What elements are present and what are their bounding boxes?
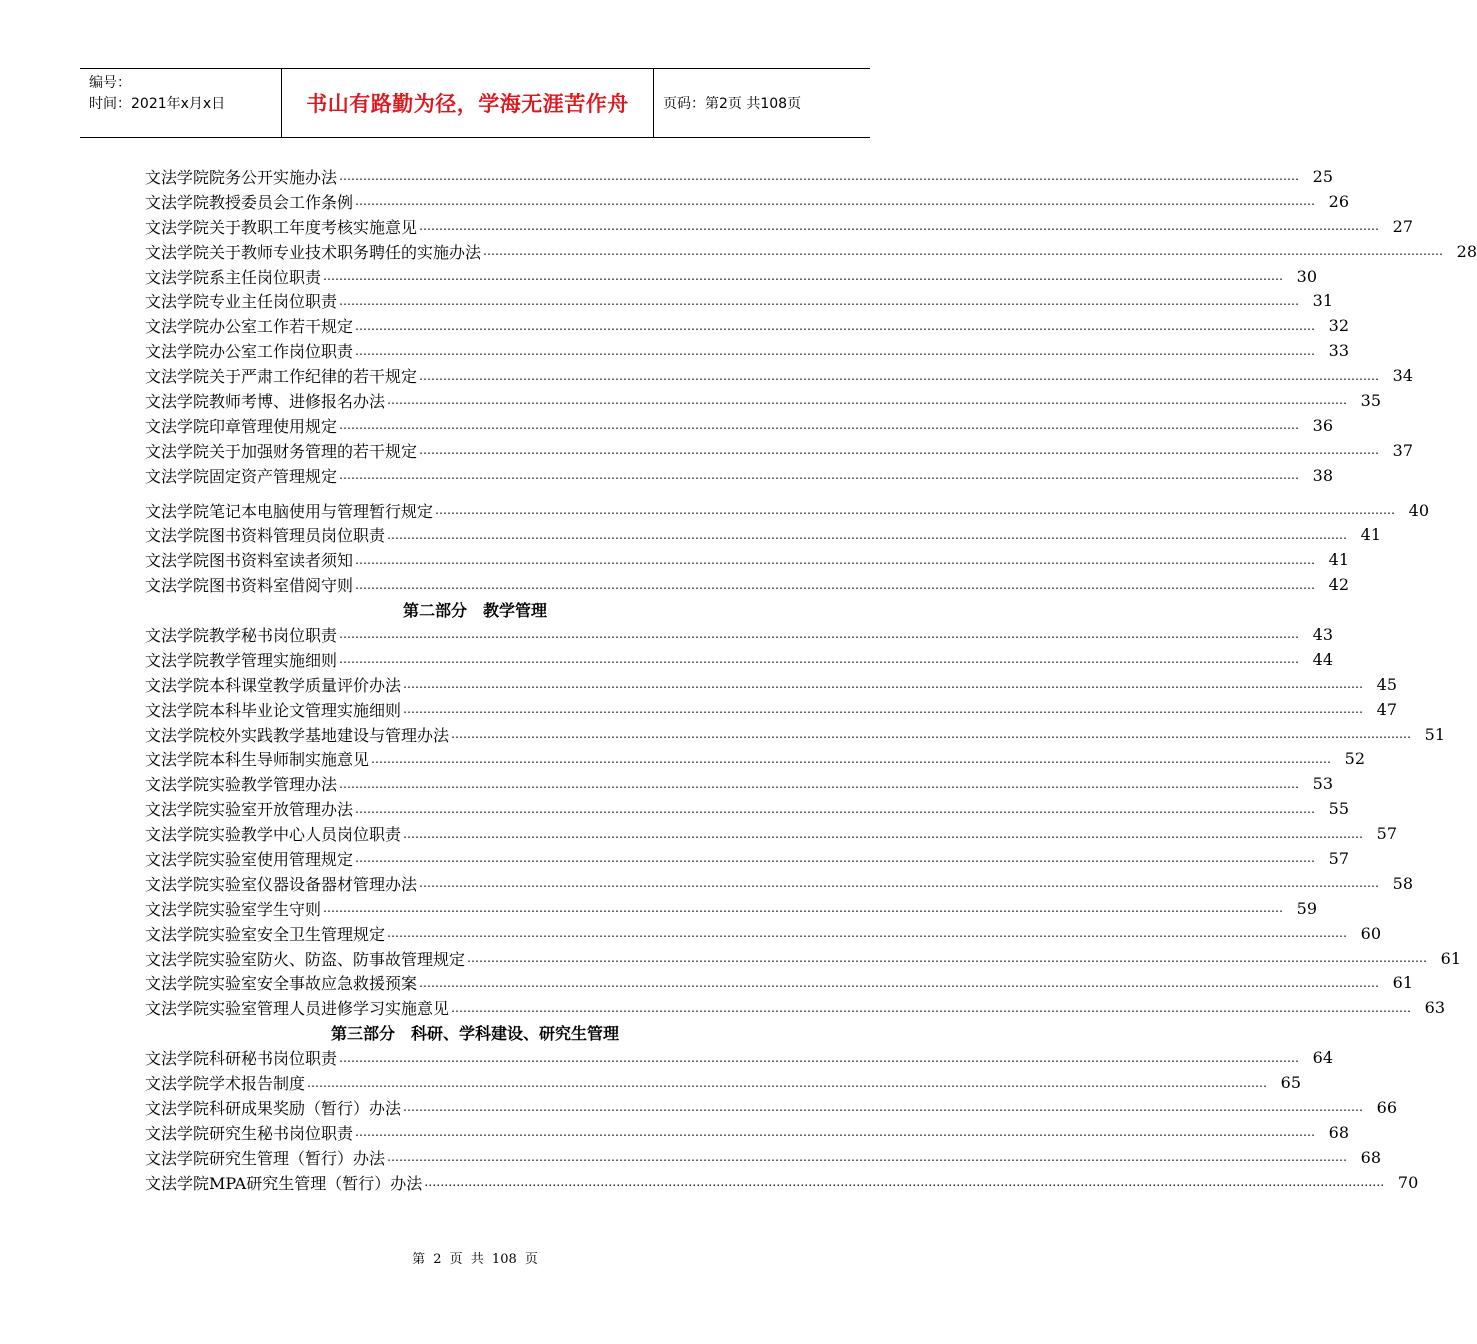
toc-entry-title: 文法学院教师考博、进修报名办法 (145, 391, 386, 411)
toc-entry-title: 文法学院学术报告制度 (145, 1074, 306, 1093)
toc-entry[interactable] (145, 896, 1318, 921)
toc-entry[interactable] (145, 438, 1414, 463)
toc-entry-title: 文法学院科研成果奖励（暂行）办法 (145, 1098, 402, 1118)
toc-entry[interactable] (145, 547, 1350, 572)
toc-group (145, 1045, 1419, 1194)
toc-entry[interactable] (145, 871, 1414, 896)
dot-leader: …………………………………………………………………………………………………………………………………………………………………………………………………………………… (403, 677, 1364, 692)
dot-leader: …………………………………………………………………………………………………………………………………………………………………………………………………………………… (339, 468, 1300, 483)
toc-entry-title: 文法学院本科课堂教学质量评价办法 (145, 675, 402, 695)
toc-entry-title: 文法学院印章管理使用规定 (145, 416, 338, 436)
toc-entry[interactable] (145, 1070, 1302, 1095)
dot-leader: …………………………………………………………………………………………………………………………………………………………………………………………………………………… (339, 1050, 1300, 1065)
document-number-label: 编号： (89, 75, 131, 91)
toc-entry-title: 文法学院院务公开实施办法 (145, 167, 338, 187)
toc-entry-page: 52 (1344, 749, 1366, 769)
dot-leader: …………………………………………………………………………………………………………………………………………………………………………………………………………………… (355, 194, 1316, 209)
toc-entry-title: 文法学院图书资料室借阅守则 (145, 576, 354, 596)
page-footer: 第 2 页 共 108 页 (412, 1252, 538, 1267)
toc-entry[interactable] (145, 722, 1446, 747)
toc-entry-page: 61 (1392, 973, 1414, 993)
dot-leader: …………………………………………………………………………………………………………………………………………………………………………………………………………………… (355, 801, 1316, 816)
toc-entry[interactable] (145, 1095, 1398, 1120)
document-time-label: 时间：2021年x月x日 (89, 96, 226, 112)
dot-leader: …………………………………………………………………………………………………………………………………………………………………………………………………………………… (339, 293, 1300, 308)
toc-entry-title: 文法学院教学秘书岗位职责 (145, 625, 338, 645)
toc-entry[interactable] (145, 214, 1414, 239)
dot-leader: …………………………………………………………………………………………………………………………………………………………………………………………………………………… (355, 1125, 1316, 1140)
dot-leader: …………………………………………………………………………………………………………………………………………………………………………………………………………………… (467, 951, 1428, 966)
dot-leader: …………………………………………………………………………………………………………………………………………………………………………………………………………………… (339, 169, 1300, 184)
toc-entry-title: 文法学院实验室仪器设备器材管理办法 (145, 874, 418, 894)
toc-entry-page: 55 (1328, 799, 1350, 819)
toc-entry-title: 文法学院本科生导师制实施意见 (145, 750, 370, 770)
toc-entry-page: 63 (1424, 998, 1446, 1018)
toc-entry-page: 40 (1408, 500, 1430, 520)
toc-entry-page: 30 (1296, 266, 1318, 286)
toc-entry[interactable] (145, 264, 1318, 289)
toc-entry[interactable] (145, 498, 1430, 523)
toc-entry-title: 文法学院实验室学生守则 (145, 899, 322, 919)
toc-entry-title: 文法学院专业主任岗位职责 (145, 292, 338, 312)
toc-entry[interactable] (145, 363, 1414, 388)
toc-entry-page: 61 (1440, 948, 1462, 968)
dot-leader: …………………………………………………………………………………………………………………………………………………………………………………………………………………… (483, 244, 1444, 259)
toc-group (145, 498, 1430, 598)
dot-leader: …………………………………………………………………………………………………………………………………………………………………………………………………………………… (387, 393, 1348, 408)
toc-entry[interactable] (145, 697, 1398, 722)
toc-entry-title: 文法学院办公室工作岗位职责 (145, 342, 354, 362)
toc-entry-title: 文法学院教授委员会工作条例 (145, 192, 354, 212)
toc-entry-page: 45 (1376, 674, 1398, 694)
dot-leader: …………………………………………………………………………………………………………………………………………………………………………………………………………………… (419, 443, 1380, 458)
dot-leader: …………………………………………………………………………………………………………………………………………………………………………………………………………………… (307, 1075, 1268, 1090)
toc-entry-title: 文法学院本科毕业论文管理实施细则 (145, 700, 402, 720)
toc-entry[interactable] (145, 1120, 1350, 1145)
toc-entry-page: 51 (1424, 724, 1446, 744)
dot-leader: …………………………………………………………………………………………………………………………………………………………………………………………………………………… (387, 1150, 1348, 1165)
toc-entry-title: 文法学院校外实践教学基地建设与管理办法 (145, 725, 450, 745)
toc-entry-title: 文法学院研究生管理（暂行）办法 (145, 1148, 386, 1168)
dot-leader: …………………………………………………………………………………………………………………………………………………………………………………………………………………… (371, 751, 1332, 766)
toc-entry[interactable] (145, 239, 1477, 264)
toc-entry-page: 44 (1312, 649, 1334, 669)
toc-entry[interactable] (145, 288, 1334, 313)
dot-leader: …………………………………………………………………………………………………………………………………………………………………………………………………………………… (403, 1100, 1364, 1115)
dot-leader: …………………………………………………………………………………………………………………………………………………………………………………………………………………… (323, 901, 1284, 916)
toc-entry[interactable] (145, 189, 1350, 214)
dot-leader: …………………………………………………………………………………………………………………………………………………………………………………………………………………… (339, 418, 1300, 433)
dot-leader: …………………………………………………………………………………………………………………………………………………………………………………………………………………… (339, 652, 1300, 667)
toc-entry[interactable] (145, 946, 1462, 971)
dot-leader: …………………………………………………………………………………………………………………………………………………………………………………………………………………… (435, 503, 1396, 518)
dot-leader: …………………………………………………………………………………………………………………………………………………………………………………………………………………… (355, 552, 1316, 567)
toc-entry-page: 59 (1296, 898, 1318, 918)
toc-entry[interactable] (145, 338, 1350, 363)
toc-entry-page: 38 (1312, 465, 1334, 485)
toc-entry-page: 34 (1392, 366, 1414, 386)
toc-entry-title: 文法学院实验教学管理办法 (145, 775, 338, 795)
header-motto: 书山有路勤为径，学海无涯苦作舟 (282, 69, 654, 137)
toc-entry-page: 57 (1376, 824, 1398, 844)
dot-leader: …………………………………………………………………………………………………………………………………………………………………………………………………………………… (451, 727, 1412, 742)
toc-entry-title: 文法学院图书资料管理员岗位职责 (145, 526, 386, 546)
header-page-info: 页码：第2页 共108页 (663, 96, 802, 112)
toc-entry-title: 文法学院关于教师专业技术职务聘任的实施办法 (145, 242, 482, 262)
dot-leader: …………………………………………………………………………………………………………………………………………………………………………………………………………………… (387, 926, 1348, 941)
dot-leader: …………………………………………………………………………………………………………………………………………………………………………………………………………………… (355, 851, 1316, 866)
dot-leader: …………………………………………………………………………………………………………………………………………………………………………………………………………………… (403, 826, 1364, 841)
toc-entry-page: 41 (1328, 550, 1350, 570)
toc-entry-title: 文法学院教学管理实施细则 (145, 650, 338, 670)
toc-entry[interactable] (145, 1170, 1419, 1195)
dot-leader: …………………………………………………………………………………………………………………………………………………………………………………………………………………… (419, 368, 1380, 383)
toc-entry[interactable] (145, 995, 1446, 1020)
dot-leader: …………………………………………………………………………………………………………………………………………………………………………………………………………………… (339, 627, 1300, 642)
toc-entry-title: 文法学院实验室安全卫生管理规定 (145, 924, 386, 944)
toc-entry-title: 文法学院系主任岗位职责 (145, 267, 322, 287)
toc-entry-title: 文法学院实验室安全事故应急救援预案 (145, 974, 418, 994)
toc-entry[interactable] (145, 921, 1382, 946)
toc-entry-page: 43 (1312, 624, 1334, 644)
toc-entry-page: 64 (1312, 1048, 1334, 1068)
toc-entry-title: 文法学院研究生秘书岗位职责 (145, 1123, 354, 1143)
toc-entry-page: 65 (1280, 1073, 1302, 1092)
toc-entry[interactable] (145, 971, 1414, 996)
toc-entry-title: 文法学院关于严肃工作纪律的若干规定 (145, 367, 418, 387)
toc-entry[interactable] (145, 796, 1350, 821)
toc-entry[interactable] (145, 463, 1334, 488)
toc-entry-title: 文法学院实验室管理人员进修学习实施意见 (145, 999, 450, 1019)
section-heading: 第三部分 科研、学科建设、研究生管理 (330, 1024, 619, 1044)
toc-entry-page: 25 (1312, 166, 1334, 186)
toc-entry-title: 文法学院实验室开放管理办法 (145, 800, 354, 820)
toc-entry[interactable] (145, 647, 1334, 672)
toc-entry-page: 66 (1376, 1097, 1398, 1117)
toc-entry[interactable] (145, 1045, 1334, 1070)
toc-entry-page: 36 (1312, 415, 1334, 435)
table-of-contents (145, 164, 1477, 1195)
toc-entry-page: 57 (1328, 848, 1350, 868)
toc-entry[interactable] (145, 413, 1334, 438)
dot-leader: …………………………………………………………………………………………………………………………………………………………………………………………………………………… (419, 975, 1380, 990)
toc-entry[interactable] (145, 846, 1350, 871)
toc-entry-page: 47 (1376, 699, 1398, 719)
toc-entry-page: 60 (1360, 923, 1382, 943)
toc-entry-title: 文法学院科研秘书岗位职责 (145, 1049, 338, 1069)
toc-entry-page: 70 (1397, 1172, 1419, 1192)
toc-entry[interactable] (145, 746, 1366, 771)
dot-leader: …………………………………………………………………………………………………………………………………………………………………………………………………………………… (451, 1000, 1412, 1015)
toc-entry-page: 26 (1328, 191, 1350, 211)
toc-entry-page: 31 (1312, 291, 1334, 311)
toc-entry[interactable] (145, 821, 1398, 846)
toc-entry-title: 文法学院实验室防火、防盗、防事故管理规定 (145, 949, 466, 969)
toc-entry[interactable] (145, 771, 1334, 796)
toc-entry-title: 文法学院实验室使用管理规定 (145, 849, 354, 869)
dot-leader: …………………………………………………………………………………………………………………………………………………………………………………………………………………… (419, 876, 1380, 891)
toc-entry-title: 文法学院关于教职工年度考核实施意见 (145, 217, 418, 237)
toc-entry-page: 58 (1392, 873, 1414, 893)
toc-group (145, 622, 1462, 1020)
toc-entry-page: 33 (1328, 341, 1350, 361)
toc-entry-page: 53 (1312, 774, 1334, 794)
toc-entry[interactable] (145, 1145, 1382, 1170)
dot-leader: …………………………………………………………………………………………………………………………………………………………………………………………………………………… (355, 343, 1316, 358)
toc-gap (145, 488, 805, 498)
toc-entry-page: 27 (1392, 216, 1414, 236)
toc-entry-title: 文法学院办公室工作若干规定 (145, 317, 354, 337)
section-heading: 第二部分 教学管理 (402, 601, 547, 621)
dot-leader: …………………………………………………………………………………………………………………………………………………………………………………………………………………… (424, 1175, 1385, 1190)
dot-leader: …………………………………………………………………………………………………………………………………………………………………………………………………………………… (339, 776, 1300, 791)
toc-entry[interactable] (145, 522, 1382, 547)
toc-entry-page: 68 (1360, 1147, 1382, 1167)
header-meta (80, 69, 282, 137)
toc-entry-title: 文法学院关于加强财务管理的若干规定 (145, 441, 418, 461)
dot-leader: …………………………………………………………………………………………………………………………………………………………………………………………………………………… (355, 577, 1316, 592)
toc-entry[interactable] (145, 672, 1398, 697)
toc-entry[interactable] (145, 164, 1334, 189)
dot-leader: …………………………………………………………………………………………………………………………………………………………………………………………………………………… (323, 269, 1284, 283)
toc-entry-page: 41 (1360, 525, 1382, 545)
toc-group (145, 164, 1477, 488)
toc-entry-page: 28 (1456, 241, 1477, 261)
dot-leader: …………………………………………………………………………………………………………………………………………………………………………………………………………………… (419, 219, 1380, 234)
toc-entry-page: 35 (1360, 390, 1382, 410)
toc-entry[interactable] (145, 622, 1334, 647)
toc-entry-title: 文法学院图书资料室读者须知 (145, 551, 354, 571)
toc-entry-page: 37 (1392, 440, 1414, 460)
toc-entry[interactable] (145, 572, 1350, 597)
dot-leader: …………………………………………………………………………………………………………………………………………………………………………………………………………………… (387, 527, 1348, 542)
page-header (80, 68, 870, 138)
toc-entry-page: 32 (1328, 316, 1350, 336)
toc-entry-title: 文法学院固定资产管理规定 (145, 466, 338, 486)
toc-entry-page: 68 (1328, 1122, 1350, 1142)
toc-entry-title: 文法学院MPA研究生管理（暂行）办法 (145, 1173, 423, 1193)
dot-leader: …………………………………………………………………………………………………………………………………………………………………………………………………………………… (355, 318, 1316, 333)
dot-leader: …………………………………………………………………………………………………………………………………………………………………………………………………………………… (403, 702, 1364, 717)
toc-entry[interactable] (145, 388, 1382, 413)
toc-entry[interactable] (145, 313, 1350, 338)
toc-entry-page: 42 (1328, 575, 1350, 595)
toc-entry-title: 文法学院笔记本电脑使用与管理暂行规定 (145, 501, 434, 521)
toc-entry-title: 文法学院实验教学中心人员岗位职责 (145, 825, 402, 845)
